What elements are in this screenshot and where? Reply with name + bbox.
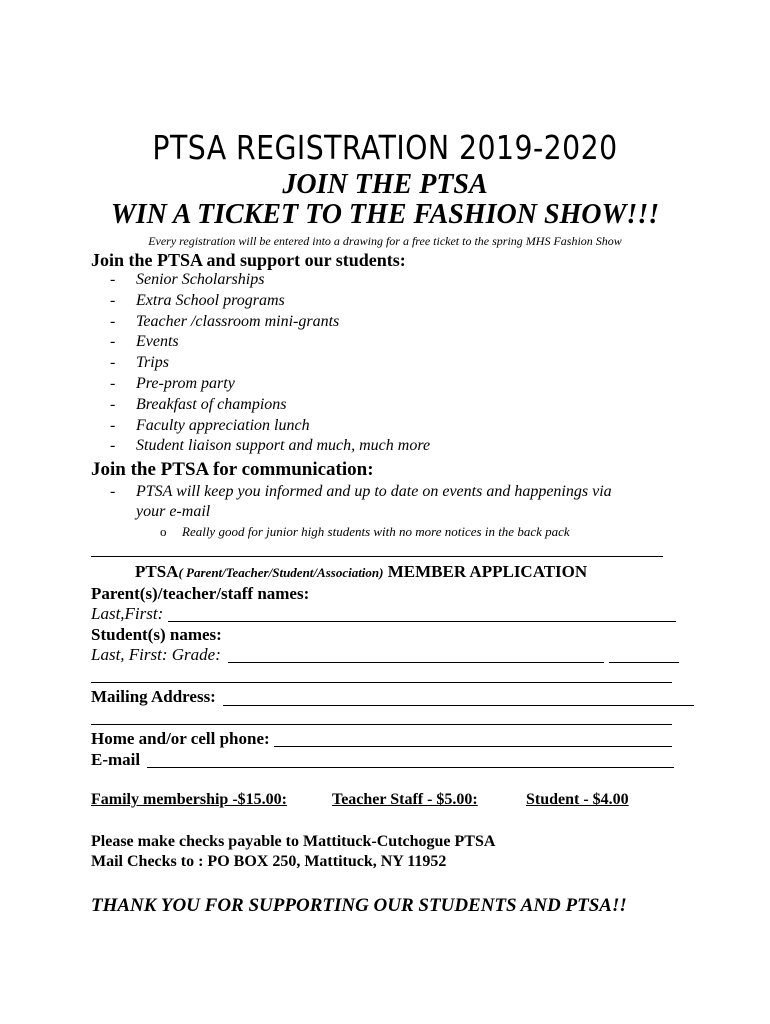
student-names-field[interactable] bbox=[228, 662, 604, 663]
thank-you-text: THANK YOU FOR SUPPORTING OUR STUDENTS AND PTSA!! bbox=[91, 895, 627, 916]
student-names-extra-field[interactable] bbox=[91, 682, 672, 683]
list-item: - Pre-prom party bbox=[110, 375, 235, 392]
email-field[interactable] bbox=[147, 767, 674, 768]
list-item: - Extra School programs bbox=[110, 292, 285, 309]
communication-heading: Join the PTSA for communication: bbox=[91, 459, 374, 480]
teacher-staff-fee: Teacher Staff - $5.00: bbox=[332, 791, 478, 808]
students-label: Student(s) names: bbox=[91, 625, 222, 644]
mailing-address-field[interactable] bbox=[223, 705, 694, 706]
list-item: - Faculty appreciation lunch bbox=[110, 417, 310, 434]
list-item: - Events bbox=[110, 333, 179, 350]
mailing-address-extra-field[interactable] bbox=[91, 724, 672, 725]
application-title: PTSA( Parent/Teacher/Student/Association) MEMBER APPLICATION bbox=[135, 562, 588, 581]
family-membership-fee: Family membership -$15.00: bbox=[91, 791, 287, 808]
student-grade-field[interactable] bbox=[609, 662, 679, 663]
checks-payable-text: Please make checks payable to Mattituck-Cutchogue PTSA bbox=[91, 833, 496, 850]
parent-names-field[interactable] bbox=[168, 621, 676, 622]
list-item: - Senior Scholarships bbox=[110, 271, 265, 288]
email-label: E-mail bbox=[91, 750, 141, 769]
list-item-continuation: your e-mail bbox=[136, 503, 211, 520]
section-divider bbox=[91, 556, 663, 557]
list-item: - Trips bbox=[110, 354, 169, 371]
phone-label: Home and/or cell phone: bbox=[91, 729, 270, 748]
sub-list-item: o Really good for junior high students with no more notices in the back pack bbox=[160, 524, 570, 539]
subtitle-join: JOIN THE PTSA bbox=[282, 169, 488, 200]
last-first-label: Last,First: bbox=[91, 604, 164, 623]
list-item: - Student liaison support and much, much more bbox=[110, 437, 431, 454]
list-item: - Breakfast of champions bbox=[110, 396, 287, 413]
last-first-grade-label: Last, First: Grade: bbox=[91, 645, 221, 664]
support-heading: Join the PTSA and support our students: bbox=[91, 250, 406, 270]
list-item: - Teacher /classroom mini-grants bbox=[110, 313, 340, 330]
subtitle-win-ticket: WIN A TICKET TO THE FASHION SHOW!!! bbox=[110, 199, 660, 230]
list-item: - PTSA will keep you informed and up to date on events and happenings via bbox=[110, 483, 612, 500]
drawing-note: Every registration will be entered into a drawing for a free ticket to the spring MHS Fashion Show bbox=[148, 234, 622, 248]
parents-label: Parent(s)/teacher/staff names: bbox=[91, 584, 310, 603]
page-title: PTSA REGISTRATION 2019-2020 bbox=[152, 128, 618, 167]
mail-checks-text: Mail Checks to : PO BOX 250, Mattituck, NY 11952 bbox=[91, 853, 447, 870]
student-fee: Student - $4.00 bbox=[526, 791, 629, 808]
mailing-address-label: Mailing Address: bbox=[91, 687, 216, 706]
phone-field[interactable] bbox=[274, 746, 672, 747]
